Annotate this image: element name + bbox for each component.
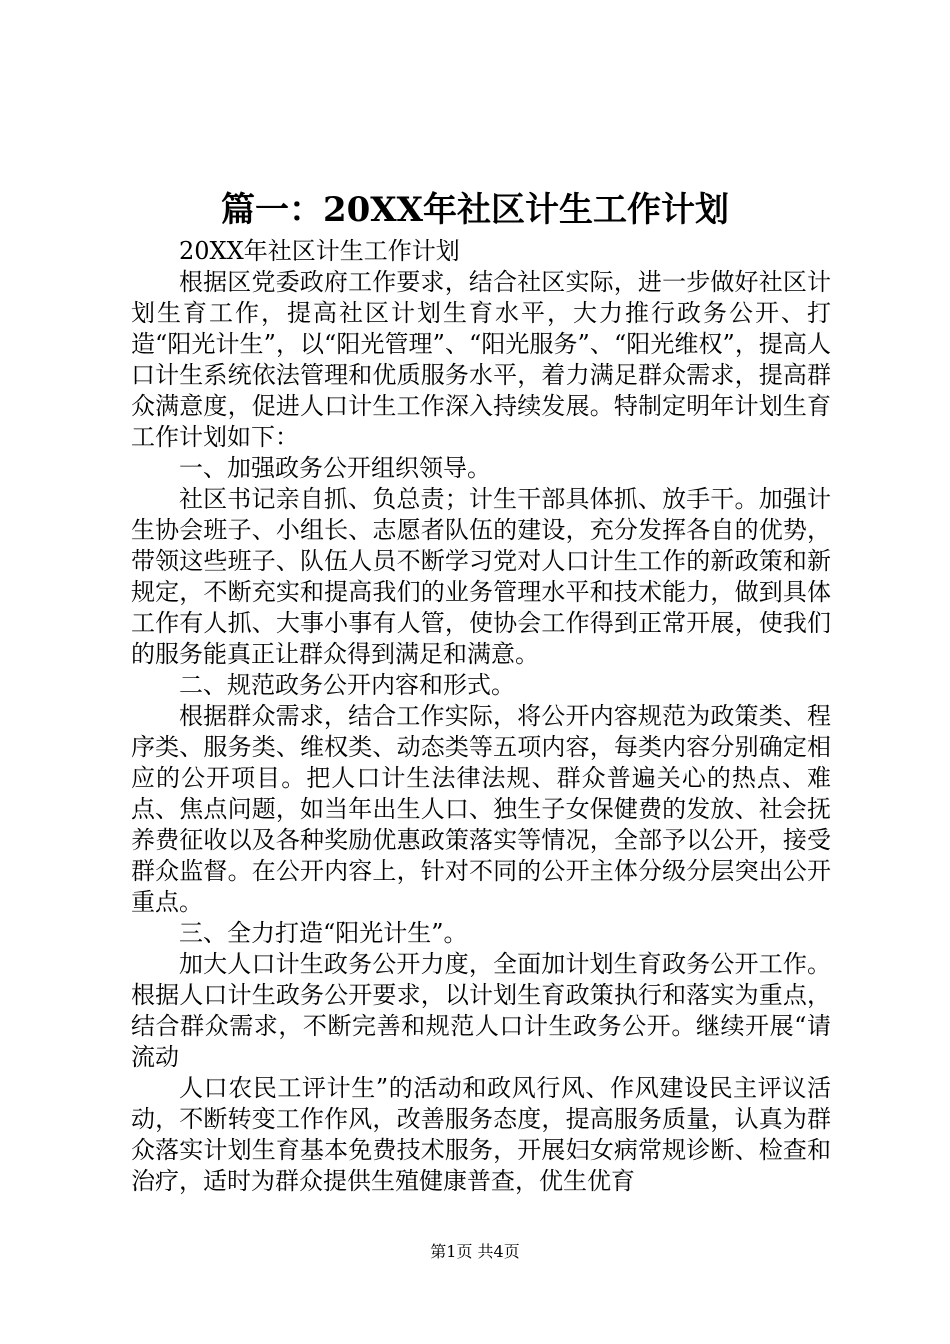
paragraph-subtitle: 20XX年社区计生工作计划 (179, 237, 460, 265)
page-footer: 第1页 共4页 (430, 1242, 520, 1261)
section-heading-3: 三、全力打造“阳光计生”。 (179, 919, 468, 947)
paragraph-section-1: 社区书记亲自抓、负总责；计生干部具体抓、放手干。加强计生协会班子、小组长、志愿者队伍的建设，充分发挥各自的优势，带领这些班子、队伍人员不断学习党对人口计生工作的新政策和新规定，不断充实和提高我们的业务管理水平和技术能力，做到具体工作有人抓、大事小事有人管，使协会工作得到正常开展，使我们的服务能真正让群众得到满足和满意。 (131, 485, 831, 668)
paragraph-section-3: 加大人口计生政务公开力度，全面加计划生育政务公开工作。根据人口计生政务公开要求，以计划生育政策执行和落实为重点，结合群众需求，不断完善和规范人口计生政务公开。继续开展“请流动 (131, 950, 831, 1071)
document-title: 篇一：20XX年社区计生工作计划 (220, 190, 730, 230)
paragraph-intro: 根据区党委政府工作要求，结合社区实际，进一步做好社区计划生育工作，提高社区计划生育水平，大力推行政务公开、打造“阳光计生”，以“阳光管理”、“阳光服务”、“阳光维权”，提高人口计生系统依法管理和优质服务水平，着力满足群众需求，提高群众满意度，促进人口计生工作深入持续发展。特制定明年计划生育工作计划如下： (131, 268, 831, 451)
section-heading-2: 二、规范政务公开内容和形式。 (179, 671, 515, 699)
paragraph-section-3-continued: 人口农民工评计生”的活动和政风行风、作风建设民主评议活动，不断转变工作作风，改善服务态度，提高服务质量，认真为群众落实计划生育基本免费技术服务，开展妇女病常规诊断、检查和治疗，适时为群众提供生殖健康普查，优生优育 (131, 1074, 831, 1195)
document-body (131, 236, 831, 1197)
paragraph-section-2: 根据群众需求，结合工作实际，将公开内容规范为政策类、程序类、服务类、维权类、动态类等五项内容，每类内容分别确定相应的公开项目。把人口计生法律法规、群众普遍关心的热点、难点、焦点问题，如当年出生人口、独生子女保健费的发放、社会抚养费征收以及各种奖励优惠政策落实等情况，全部予以公开，接受群众监督。在公开内容上，针对不同的公开主体分级分层突出公开重点。 (131, 702, 831, 916)
section-heading-1: 一、加强政务公开组织领导。 (179, 454, 491, 482)
